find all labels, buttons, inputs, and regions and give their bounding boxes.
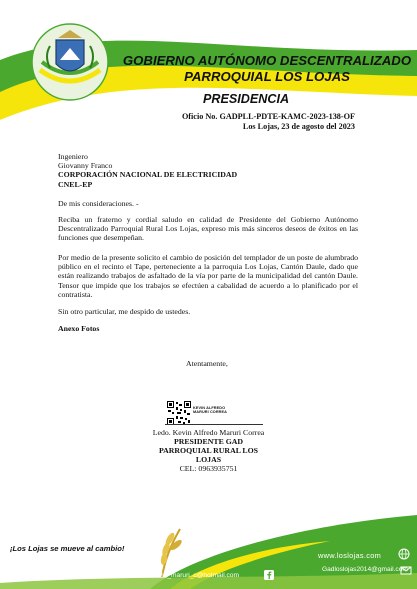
facebook-icon bbox=[264, 570, 274, 580]
footer-email-gad[interactable]: Gadloslojas2014@gmail.com bbox=[322, 566, 408, 573]
signature-line bbox=[165, 424, 263, 425]
wheat-icon bbox=[160, 529, 183, 577]
signer-role-3: LOJAS bbox=[195, 455, 222, 464]
gad-logo bbox=[30, 22, 110, 102]
signer-phone: CEL: 0963935751 bbox=[179, 464, 238, 473]
title-line-2: PARROQUIAL LOS LOJAS bbox=[184, 69, 350, 84]
signer-role-2: PARROQUIAL RURAL LOS bbox=[158, 446, 259, 455]
title-line-1: GOBIERNO AUTÓNOMO DESCENTRALIZADO bbox=[122, 53, 412, 68]
recipient-title: Ingeniero bbox=[58, 152, 88, 161]
footer-email-personal[interactable]: kevin_maruri_c@hotmail.com bbox=[152, 572, 239, 579]
paragraph-1: Reciba un fraterno y cordial saludo en calidad de Presidente del Gobierno Autónomo Descentralizado Parroquial Rural Los Lojas, expreso mis más sinceros deseos de éxitos en las funciones que desempeñan. bbox=[58, 215, 358, 243]
digital-signature-line-1: KEVIN ALFREDO bbox=[193, 406, 226, 410]
reference-block bbox=[182, 112, 355, 132]
institution-title bbox=[122, 53, 412, 85]
oficio-number: Oficio No. GADPLL-PDTE-KAMC-2023-138-OF bbox=[181, 112, 355, 121]
footer-slogan: ¡Los Lojas se mueve al cambio! bbox=[10, 544, 125, 553]
signer-name: Ledo. Kevin Alfredo Maruri Correa bbox=[152, 428, 265, 437]
place-date: Los Lojas, 23 de agosto del 2023 bbox=[242, 122, 355, 131]
recipient-name: Giovanny Franco bbox=[58, 161, 113, 171]
signer-role-1: PRESIDENTE GAD bbox=[173, 437, 244, 446]
recipient-block bbox=[58, 152, 358, 189]
paragraph-3: Sin otro particular, me despido de ustedes. bbox=[58, 307, 191, 316]
signature-block bbox=[0, 428, 417, 473]
footer-website[interactable]: www.loslojas.com bbox=[318, 551, 382, 560]
recipient-org: CORPORACIÓN NACIONAL DE ELECTRICIDAD bbox=[58, 170, 238, 180]
annex-note: Anexo Fotos bbox=[58, 324, 100, 333]
closing: Atentamente, bbox=[186, 359, 228, 368]
globe-icon bbox=[398, 548, 410, 560]
digital-signature-line-2: MARURI CORREA bbox=[193, 410, 227, 415]
mail-icon bbox=[400, 564, 412, 576]
department-title: PRESIDENCIA bbox=[203, 92, 290, 106]
digital-signature-text bbox=[193, 406, 227, 415]
qr-code-icon bbox=[167, 401, 191, 425]
paragraph-2: Por medio de la presente solicito el cambio de posición del templador de un poste de alumbrado público en el recinto el Tape, perteneciente a la parroquia Los Lojas, Cantón Daule, dado que están realizando trabajos de asfaltado de la vía por parte de la municipalidad del cantón Daule. Tensor que impide que los trabajos se efectúen a cabalidad de acuerdo a lo planificado por el contratista. bbox=[58, 253, 358, 299]
greeting: De mis consideraciones. - bbox=[58, 199, 139, 208]
recipient-unit: CNEL-EP bbox=[58, 179, 93, 189]
